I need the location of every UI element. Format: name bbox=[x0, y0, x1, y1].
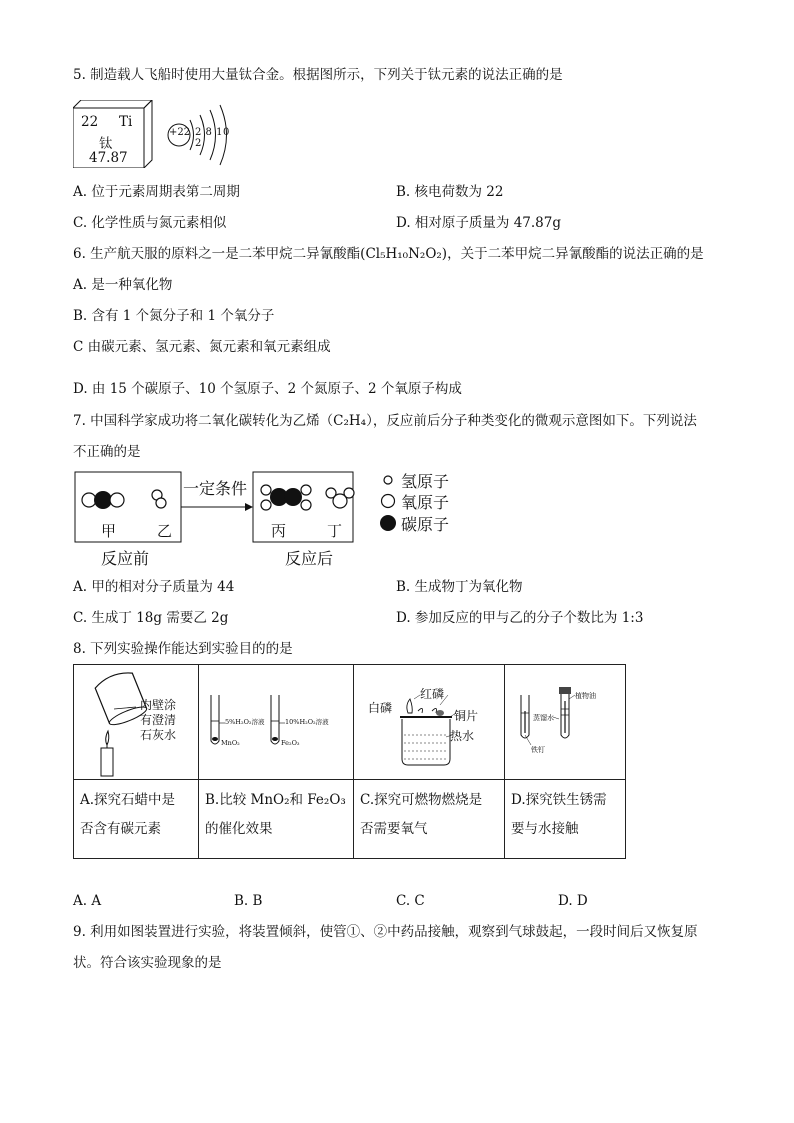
caption-b-line1: B.比较 MnO₂和 Fe₂O₃ bbox=[205, 792, 346, 808]
experiment-d-image bbox=[505, 665, 626, 780]
pic-a-label-2: 有澄清 bbox=[140, 713, 177, 727]
experiment-table bbox=[73, 664, 626, 859]
pic-a-label-3: 石灰水 bbox=[140, 728, 177, 742]
caption-a-line1: A.探究石蜡中是 bbox=[80, 792, 176, 808]
label-yi: 乙 bbox=[157, 522, 173, 540]
q6-option-d[interactable]: D. 由 15 个碳原子、10 个氢原子、2 个氮原子、2 个氧原子构成 bbox=[73, 381, 462, 397]
label-jia: 甲 bbox=[101, 522, 117, 540]
label-before: 反应前 bbox=[101, 549, 150, 568]
pic-d-plant-oil: 植物油 bbox=[575, 692, 596, 700]
experiment-a-caption bbox=[74, 780, 199, 859]
q6-option-c[interactable]: C 由碳元素、氢元素、氮元素和氧元素组成 bbox=[73, 339, 331, 355]
experiment-b-caption bbox=[199, 780, 354, 859]
q6-option-b[interactable]: B. 含有 1 个氮分子和 1 个氧分子 bbox=[73, 308, 275, 324]
experiment-a-image bbox=[74, 665, 199, 780]
q6-stem: 6. 生产航天服的原料之一是二苯甲烷二异氰酸酯(Cl₅H₁₀N₂O₂)，关于二苯甲烷二异氰酸酯的说法正确的是 bbox=[73, 246, 704, 262]
reaction-diagram bbox=[73, 466, 473, 570]
experiment-c-image bbox=[354, 665, 505, 780]
q7-stem-line1: 7. 中国科学家成功将二氧化碳转化为乙烯（C₂H₄），反应前后分子种类变化的微观示意图如下。下列说法 bbox=[73, 413, 697, 429]
q7-stem-line2: 不正确的是 bbox=[73, 444, 141, 460]
pic-b-tube-2-label: 10%H₂O₂溶液 bbox=[285, 718, 329, 726]
caption-d-line2: 要与水接触 bbox=[511, 821, 579, 837]
pic-d-distilled-water: 蒸馏水 bbox=[533, 714, 554, 722]
q8-option-a[interactable]: A. A bbox=[73, 893, 102, 909]
q7-option-c[interactable]: C. 生成丁 18g 需要乙 2g bbox=[73, 610, 229, 626]
element-mass: 47.87 bbox=[89, 150, 128, 166]
q8-option-c[interactable]: C. C bbox=[396, 893, 425, 909]
q9-stem-line1: 9. 利用如图装置进行实验，将装置倾斜，使管①、②中药品接触，观察到气球鼓起，一段时间后又恢复原 bbox=[73, 924, 698, 940]
label-ding: 丁 bbox=[327, 522, 343, 540]
pic-b-reagent-1: MnO₂ bbox=[221, 739, 240, 747]
pic-c-hot-water: 热水 bbox=[450, 729, 475, 743]
pic-b-tube-1-label: 5%H₂O₂溶液 bbox=[225, 718, 265, 726]
atom-structure-diagram bbox=[166, 104, 238, 170]
legend-oxygen: 氧原子 bbox=[401, 493, 450, 512]
pic-c-red-phosphorus: 红磷 bbox=[420, 687, 445, 701]
q5-option-d[interactable]: D. 相对原子质量为 47.87g bbox=[396, 215, 562, 231]
q5-stem: 5. 制造载人飞船时使用大量钛合金。根据图所示，下列关于钛元素的说法正确的是 bbox=[73, 67, 563, 83]
periodic-table-cell bbox=[73, 100, 152, 166]
pic-d-iron-nail: 铁钉 bbox=[531, 746, 545, 754]
element-name: 钛 bbox=[99, 136, 113, 152]
q5-option-c[interactable]: C. 化学性质与氮元素相似 bbox=[73, 215, 227, 231]
atom-nucleus: +22 bbox=[169, 127, 191, 138]
reaction-condition: 一定条件 bbox=[183, 479, 248, 498]
q5-option-b[interactable]: B. 核电荷数为 22 bbox=[396, 184, 504, 200]
q7-option-b[interactable]: B. 生成物丁为氧化物 bbox=[396, 579, 523, 595]
experiment-c-caption bbox=[354, 780, 505, 859]
q7-option-d[interactable]: D. 参加反应的甲与乙的分子个数比为 1:3 bbox=[396, 610, 644, 626]
label-bing: 丙 bbox=[271, 522, 287, 540]
label-after: 反应后 bbox=[285, 549, 334, 568]
q7-option-a[interactable]: A. 甲的相对分子质量为 44 bbox=[73, 579, 235, 595]
experiment-d-caption bbox=[505, 780, 626, 859]
q6-option-a[interactable]: A. 是一种氧化物 bbox=[73, 277, 173, 293]
caption-b-line2: 的催化效果 bbox=[205, 821, 273, 837]
pic-c-white-phosphorus: 白磷 bbox=[368, 701, 393, 715]
experiment-b-image bbox=[199, 665, 354, 780]
legend-hydrogen: 氢原子 bbox=[401, 472, 450, 491]
q8-option-b[interactable]: B. B bbox=[234, 893, 263, 909]
legend-carbon: 碳原子 bbox=[401, 515, 450, 534]
atom-shells: 2 8 10 2 bbox=[195, 127, 230, 149]
q8-option-d[interactable]: D. D bbox=[558, 893, 588, 909]
q9-stem-line2: 状。符合该实验现象的是 bbox=[73, 955, 222, 971]
caption-c-line2: 否需要氧气 bbox=[360, 821, 428, 837]
q5-option-a[interactable]: A. 位于元素周期表第二周期 bbox=[73, 184, 240, 200]
pic-b-reagent-2: Fe₂O₃ bbox=[281, 739, 300, 747]
pic-a-label-1: 内壁涂 bbox=[140, 698, 177, 712]
caption-a-line2: 否含有碳元素 bbox=[80, 821, 161, 837]
pic-c-copper-sheet: 铜片 bbox=[454, 709, 479, 723]
element-number: 22 bbox=[81, 114, 99, 130]
q8-stem: 8. 下列实验操作能达到实验目的的是 bbox=[73, 641, 293, 657]
caption-c-line1: C.探究可燃物燃烧是 bbox=[360, 792, 483, 808]
caption-d-line1: D.探究铁生锈需 bbox=[511, 792, 607, 808]
element-symbol: Ti bbox=[119, 114, 133, 130]
